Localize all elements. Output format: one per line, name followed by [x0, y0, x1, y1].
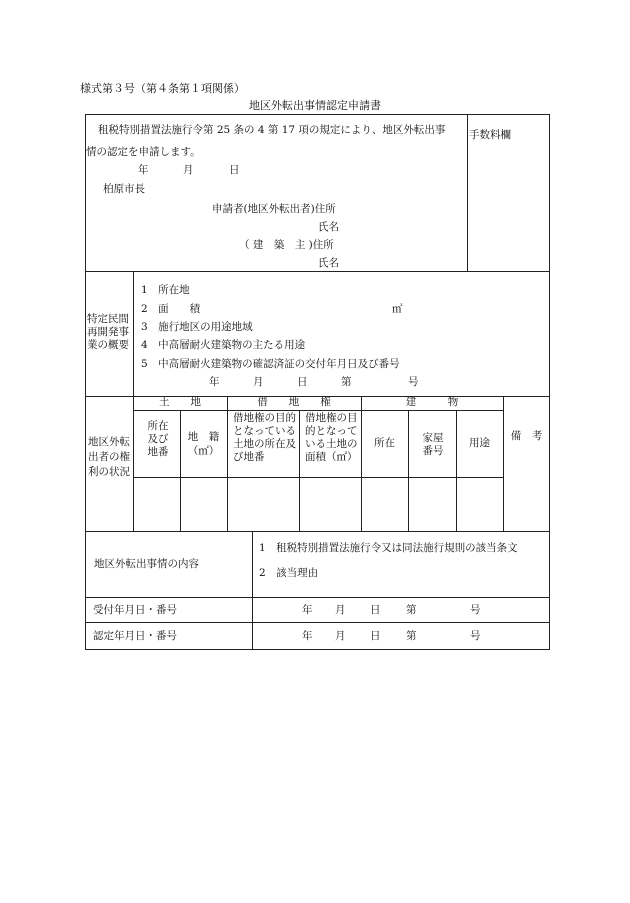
form-number: 様式第３号（第４条第１項関係）: [80, 82, 245, 95]
project-item-certificate: 5 中高層耐火建築物の確認済証の交付年月日及び番号: [141, 358, 400, 370]
divider: [85, 531, 550, 532]
divider: [133, 410, 503, 411]
approval-label: 認定年月日・番号: [93, 630, 177, 642]
divider: [227, 396, 228, 531]
receipt-day: 日: [370, 604, 381, 616]
approval-no: 第: [406, 630, 417, 642]
approval-day: 日: [370, 630, 381, 642]
divider: [133, 396, 134, 531]
divider: [467, 114, 468, 271]
cert-number: 号: [408, 376, 419, 388]
col-building-number: 家屋番号: [422, 432, 444, 457]
receipt-no: 第: [406, 604, 417, 616]
lease-header: 借 地 権: [257, 396, 331, 409]
divider: [85, 597, 550, 598]
cert-year: 年: [209, 376, 220, 388]
builder-name-label: 氏名: [318, 257, 339, 269]
project-item-zoning: 3 施行地区の用途地域: [141, 321, 253, 333]
circumstances-label: 地区外転出事情の内容: [94, 558, 199, 570]
cert-month: 月: [253, 376, 264, 388]
col-building-use: 用途: [469, 436, 490, 449]
divider: [408, 410, 409, 531]
project-label: 特定民間再開発事業の概要: [87, 313, 129, 351]
col-land-location: 所在及び地番: [147, 420, 169, 458]
applicant-name-label: 氏名: [318, 221, 339, 233]
area-unit: ㎡: [392, 303, 403, 315]
approval-number: 号: [470, 630, 481, 642]
divider: [85, 622, 550, 623]
cert-no: 第: [341, 376, 352, 388]
land-header: 土 地: [159, 396, 201, 409]
cert-day: 日: [297, 376, 308, 388]
form-title: 地区外転出事情認定申請書: [249, 99, 381, 112]
receipt-year: 年: [302, 604, 313, 616]
rights-label: 地区外転出者の権利の状況: [88, 436, 130, 478]
circumstances-item2: 2 該当理由: [259, 567, 319, 579]
col-lease-purpose: 借地権の目的となっている土地の所在及び地番: [233, 412, 296, 463]
col-land-category-unit: （㎡）: [187, 445, 220, 457]
date-year: 年: [138, 164, 149, 176]
building-header: 建 物: [405, 396, 459, 409]
receipt-number: 号: [470, 604, 481, 616]
project-item-main-use: 4 中高層耐火建築物の主たる用途: [141, 339, 306, 351]
applicant-address-label: 申請者(地区外転出者)住所: [212, 203, 336, 215]
divider: [85, 271, 550, 272]
col-lease-area: 借地権の目的となっている土地の面積（㎡）: [305, 412, 358, 463]
approval-month: 月: [335, 630, 346, 642]
date-day: 日: [229, 164, 240, 176]
statement-line2: 情の認定を申請します。: [86, 146, 201, 158]
divider: [133, 477, 503, 478]
approval-year: 年: [302, 630, 313, 642]
col-land-category: 地 籍: [187, 431, 220, 443]
addressee: 柏原市長: [103, 183, 145, 195]
fee-label: 手数料欄: [469, 129, 511, 141]
circumstances-item1: 1 租税特別措置法施行令又は同法施行規則の該当条文: [259, 542, 518, 554]
project-item-area: 2 面 積: [141, 303, 201, 315]
date-month: 月: [183, 164, 194, 176]
builder-address-label: （ 建 築 主 )住所: [239, 239, 334, 251]
receipt-label: 受付年月日・番号: [93, 604, 177, 616]
divider: [299, 410, 300, 531]
remarks-header: 備 考: [510, 429, 543, 442]
project-item-location: 1 所在地: [141, 284, 190, 296]
statement-line1: 租税特別措置法施行令第 25 条の 4 第 17 項の規定により、地区外転出事: [98, 124, 446, 136]
divider: [180, 410, 181, 531]
col-building-location: 所在: [374, 436, 395, 449]
receipt-month: 月: [335, 604, 346, 616]
divider: [252, 531, 253, 650]
